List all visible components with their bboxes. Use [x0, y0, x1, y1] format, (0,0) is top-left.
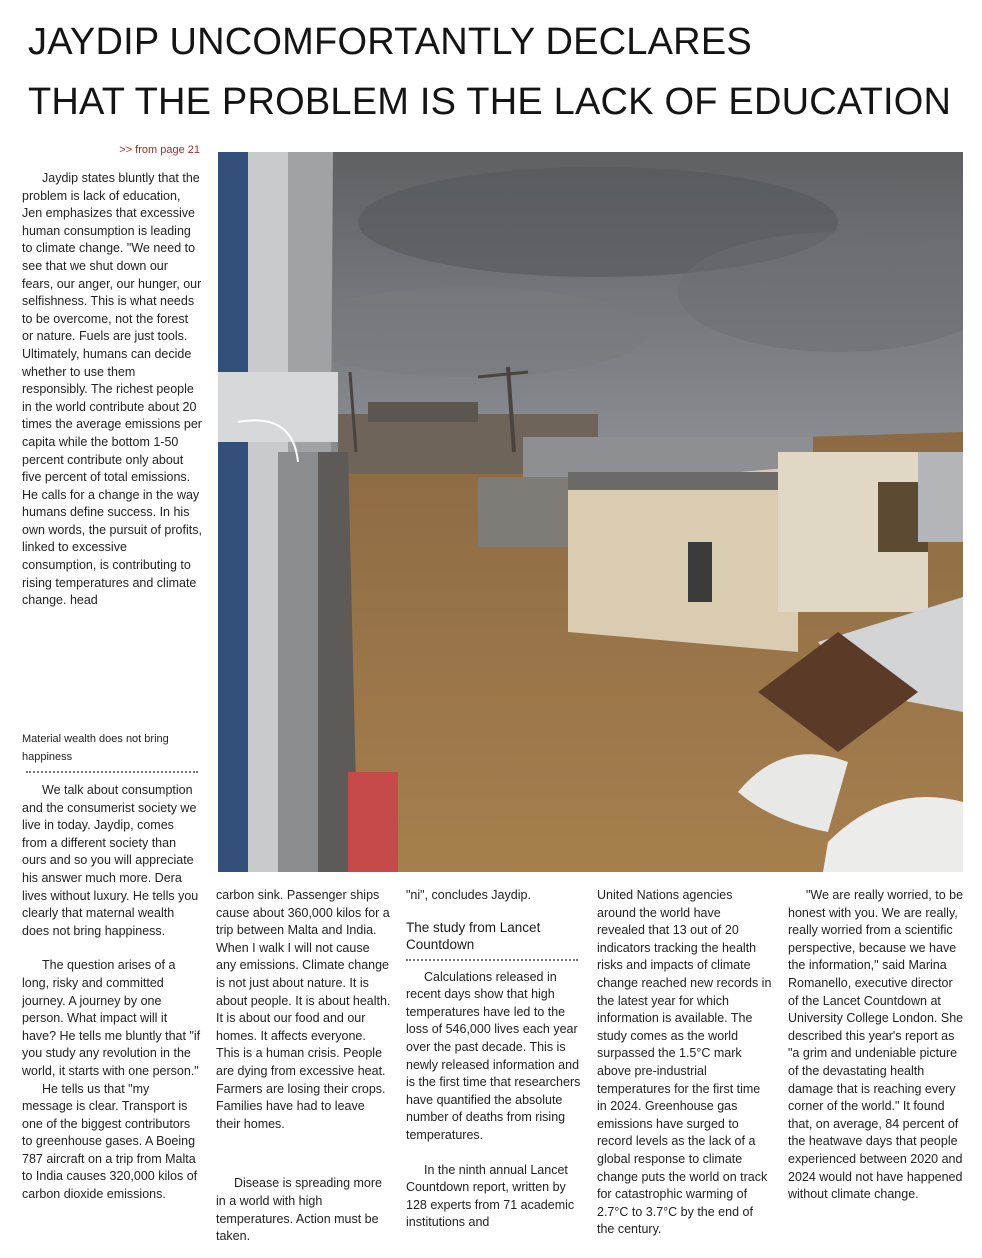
paragraph: United Nations agencies around the world have revealed that 13 out of 20 indicators tracking the health risks and impacts of climate change reached new records in the latest year for which information is available. The study comes as the world surpassed the 1.5°C mark above pre-industrial temperatures for the first time in 2024. Greenhouse gas emissions have surged to record levels as the lack of a global response to climate change puts the world on track for catastrophic warming of 2.7°C to 3.7°C by the end of the century.: [597, 888, 772, 1237]
paragraph: "We are really worried, to be honest with you. We are really, really worried from a scientific perspective, because we have the information," said Marina Romanello, executive director of the Lancet Countdown at University College London. She described this year's report as "a grim and undeniable picture of the devastating health damage that is reaching every corner of the world." It found that, on average, 84 percent of the heatwave days that people experienced between 2020 and 2024 would not have happened without climate change.: [788, 888, 964, 1202]
headline-line-1: JAYDIP UNCOMFORTANTLY DECLARES: [28, 21, 752, 63]
paragraph: Calculations released in recent days show that high temperatures have led to the loss of 546,000 lives each year over the past decade. This is newly released information and is the first time that researchers have quantified the absolute number of deaths from rising temperatures.: [406, 969, 581, 1142]
column-4: [597, 887, 772, 1239]
column-1-top: [22, 170, 202, 610]
divider: [406, 959, 578, 961]
column-2: [216, 887, 391, 1246]
headline-line-2: THAT THE PROBLEM IS THE LACK OF EDUCATION: [28, 81, 952, 123]
paragraph: He tells us that "my message is clear. Transport is one of the biggest contributors to greenhouse gases. A Boeing 787 aircraft on a trip from Malta to India causes 320,000 kilos of carbon dioxide emissions.: [22, 1081, 198, 1202]
paragraph: We talk about consumption and the consumerist society we live in today. Jaydip, comes from a different society than ours and so you will appreciate his answer much more. Dera lives without luxury. He tells you clearly that maternal wealth does not bring happiness.: [22, 783, 199, 938]
section-heading: The study from Lancet Countdown: [406, 919, 541, 952]
paragraph: In the ninth annual Lancet Countdown report, written by 128 experts from 71 academic institutions and: [406, 1162, 575, 1230]
paragraph: Jaydip states bluntly that the problem is lack of education, Jen emphasizes that excessive human consumption is leading to climate change. "We need to see that we shut down our fears, our anger, our hunger, our selfishness. This is what needs to be overcome, not the forest or nature. Fuels are just tools. Ultimately, humans can decide whether to use them responsibly. The richest people in the world contribute about 20 times the average emissions per capita while the bottom 1-50 percent contribute only about five percent of total emissions. He calls for a change in the way humans define success. In his own words, the pursuit of profits, linked to excessive consumption, is contributing to rising temperatures and climate change. head: [22, 171, 202, 608]
column-1-bottom: [22, 782, 202, 1204]
subheading: Material wealth does not bring happiness: [22, 733, 169, 763]
continued-from-page: >> from page 21: [119, 144, 200, 156]
paragraph: The question arises of a long, risky and committed journey. A journey by one person. What impact will it have? He tells me bluntly that "if you study any revolution in the world, it starts with one person.": [22, 958, 201, 1078]
column-3: [406, 887, 581, 1232]
flood-photo: [218, 152, 963, 872]
column-5: [788, 887, 966, 1204]
divider: [26, 771, 198, 773]
paragraph: "ni", concludes Jaydip.: [406, 888, 531, 902]
headline: [28, 12, 958, 132]
paragraph: Disease is spreading more in a world with high temperatures. Action must be taken.: [216, 1176, 382, 1244]
paragraph: carbon sink. Passenger ships cause about 360,000 kilos for a trip between Malta and India. When I walk I will not cause any emissions. Climate change is not just about nature. It is about people. It is about health. It is about our food and our homes. It affects everyone. This is a human crisis. People are dying from excessive heat. Farmers are losing their crops. Families have had to leave their homes.: [216, 888, 391, 1131]
